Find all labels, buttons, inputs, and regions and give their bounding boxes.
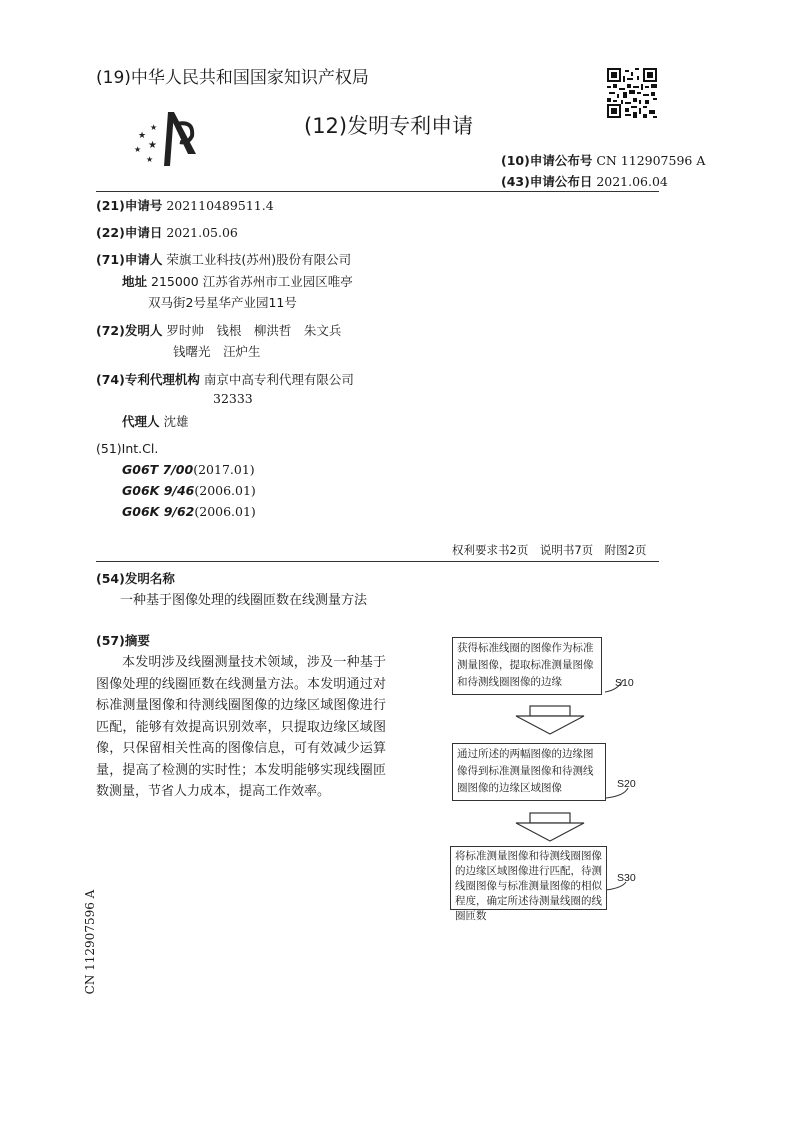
application-number-value: 202110489511.4	[166, 198, 274, 213]
patent-agency-value: 南京中高专利代理有限公司	[203, 372, 354, 387]
side-publication-number: CN 112907596 A	[83, 889, 97, 995]
application-date-value: 2021.05.06	[166, 225, 238, 240]
application-date	[96, 223, 238, 241]
ipc-code: G06T 7/00	[122, 462, 194, 477]
flowchart-step-box: 获得标准线圈的图像作为标准测量图像，提取标准测量图像和待测线圈图像的边缘	[452, 637, 602, 695]
inventors-label: (72)发明人	[96, 323, 163, 338]
application-number-label: (21)申请号	[96, 198, 163, 213]
publication-number-value: CN 112907596 A	[596, 153, 706, 168]
publication-number	[501, 151, 705, 169]
invention-title-label: (54)发明名称	[96, 571, 175, 586]
address-line-1: 215000 江苏省苏州市工业园区唯亭	[151, 274, 353, 289]
agent-label: 代理人	[122, 414, 160, 429]
publication-date	[501, 172, 668, 190]
ipc-version: (2017.01)	[193, 462, 255, 477]
office-name: (19)中华人民共和国国家知识产权局	[96, 68, 369, 88]
svg-text:★: ★	[138, 131, 147, 141]
svg-text:★: ★	[146, 155, 154, 164]
address-label: 地址	[122, 274, 148, 289]
patent-agency	[96, 370, 354, 388]
publication-date-label: (43)申请公布日	[501, 174, 593, 189]
svg-text:★: ★	[148, 140, 157, 151]
inventors-line-2: 钱曙光 汪炉生	[173, 344, 261, 359]
flowchart-step-label: S10	[615, 677, 634, 689]
ipc-version: (2006.01)	[194, 483, 256, 498]
qr-code-icon	[607, 68, 657, 118]
ipc-version: (2006.01)	[194, 504, 256, 519]
header-divider	[96, 191, 659, 192]
flowchart-step-label: S20	[617, 778, 636, 790]
publication-date-value: 2021.06.04	[596, 174, 668, 189]
agent	[122, 412, 189, 430]
application-date-label: (22)申请日	[96, 225, 163, 240]
ipc-entry	[122, 483, 256, 498]
ipc-code: G06K 9/46	[122, 483, 195, 498]
ipc-entry	[122, 462, 255, 477]
agent-value: 沈雄	[163, 414, 189, 429]
patent-agency-label: (74)专利代理机构	[96, 372, 200, 387]
applicant-label: (71)申请人	[96, 252, 163, 267]
inventors	[96, 321, 341, 339]
applicant-value: 荣旗工业科技(苏州)股份有限公司	[166, 252, 352, 267]
application-number	[96, 196, 274, 214]
svg-text:★: ★	[134, 145, 142, 154]
inventors-line-1: 罗时帅 钱根 柳洪哲 朱文兵	[166, 323, 342, 338]
cnipa-logo	[128, 108, 208, 168]
document-type: (12)发明专利申请	[304, 114, 474, 138]
abstract-label: (57)摘要	[96, 633, 150, 648]
biblio-divider	[96, 561, 659, 562]
ipc-label: (51)Int.Cl.	[96, 441, 159, 456]
address-line-2: 双马街2号星华产业园11号	[148, 295, 297, 310]
svg-text:★: ★	[150, 123, 158, 132]
page-counts: 权利要求书2页 说明书7页 附图2页	[452, 543, 647, 557]
ipc-entry	[122, 504, 256, 519]
ipc-code: G06K 9/62	[122, 504, 195, 519]
flowchart-step-box: 将标准测量图像和待测线圈图像的边缘区域图像进行匹配，待测线圈图像与标准测量图像的相似程度，确定所述待测量线圈的线圈匝数	[450, 846, 607, 910]
flowchart-step-label: S30	[617, 872, 636, 884]
applicant	[96, 250, 351, 268]
invention-title: 一种基于图像处理的线圈匝数在线测量方法	[120, 593, 368, 608]
publication-number-label: (10)申请公布号	[501, 153, 593, 168]
abstract-text: 本发明涉及线圈测量技术领域，涉及一种基于图像处理的线圈匝数在线测量方法。本发明通过对标准测量图像和待测线圈图像的边缘区域图像进行匹配，能够有效提高识别效率，只提取边缘区域图像，只保留相关性高的图像信息，可有效减少运算量，提高了检测的实时性；本发明能够实现线圈匝数测量，节省人力成本，提高工作效率。	[96, 655, 386, 799]
flowchart-step-box: 通过所述的两幅图像的边缘图像得到标准测量图像和待测线圈图像的边缘区域图像	[452, 743, 606, 801]
address	[122, 272, 353, 290]
patent-agency-code: 32333	[213, 391, 253, 406]
